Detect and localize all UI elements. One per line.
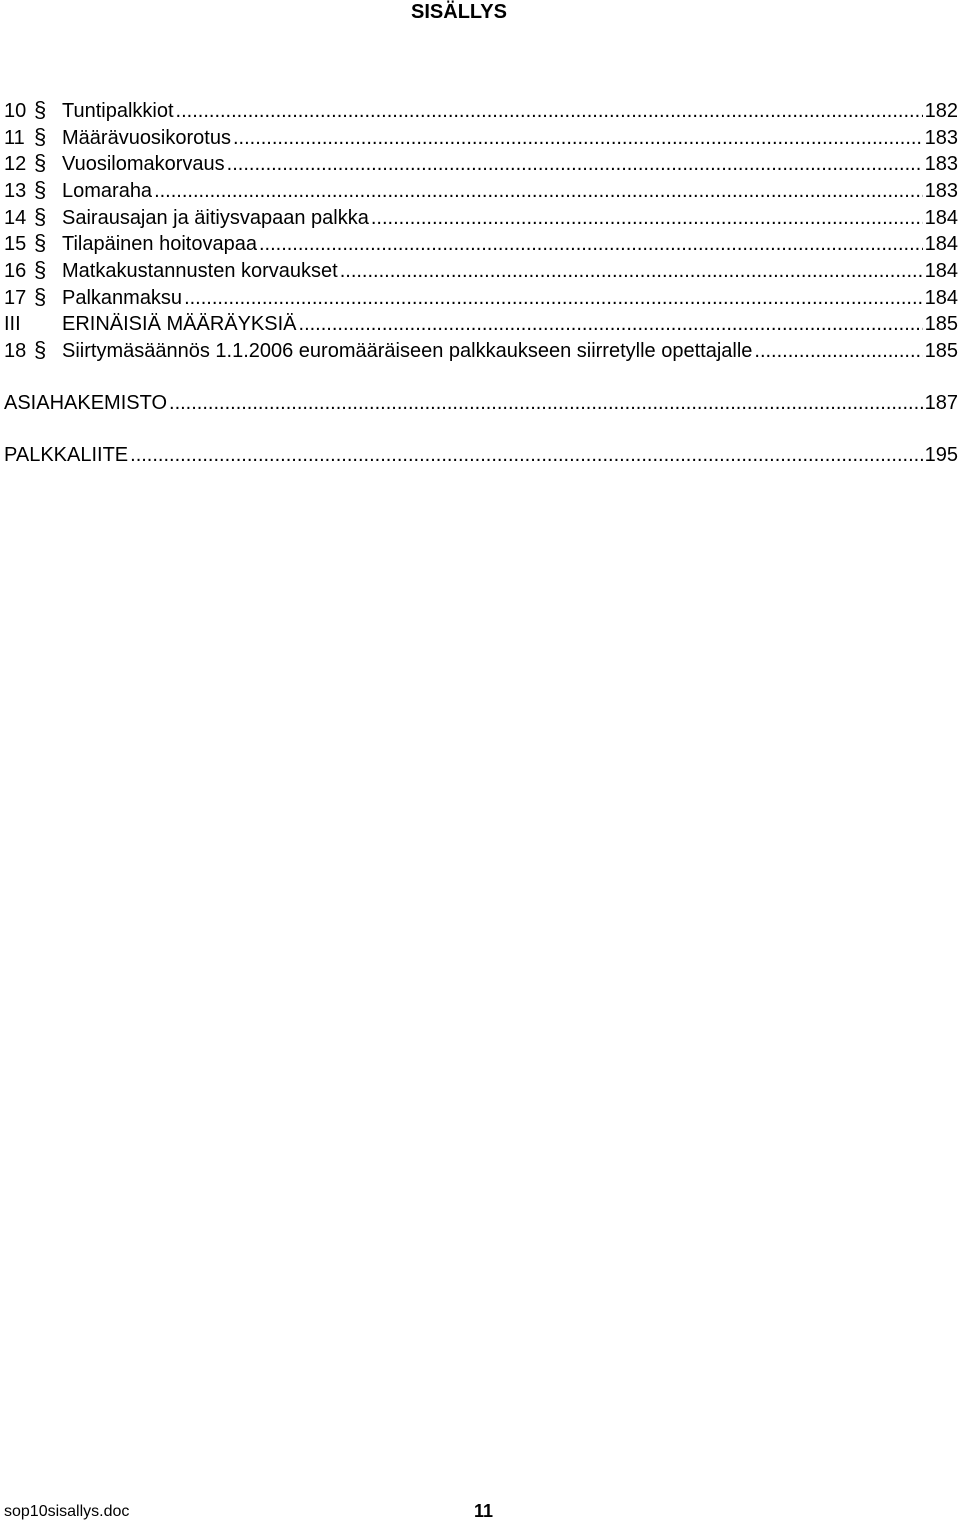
dot-leader — [154, 178, 923, 205]
toc-entry-page: 182 — [924, 100, 958, 122]
dot-leader — [299, 311, 923, 338]
toc-entry — [4, 177, 958, 204]
toc-entry-page: 183 — [924, 153, 958, 176]
toc-entry-page: 185 — [924, 312, 958, 335]
toc-entry-number: 16 — [4, 260, 27, 283]
toc-entry-number: III — [4, 312, 21, 335]
toc-entry-page: 184 — [924, 286, 958, 309]
toc-entry-number: 10 — [4, 100, 27, 122]
dot-leader — [176, 98, 923, 125]
toc-entry-number: 18 — [4, 340, 27, 363]
dot-leader — [754, 338, 922, 365]
toc-entry-page: 187 — [924, 392, 958, 414]
dot-leader — [130, 442, 922, 468]
section-sign-icon: § — [34, 97, 47, 122]
section-sign-icon: § — [34, 177, 47, 203]
toc-entry-title: Matkakustannusten korvaukset — [62, 260, 338, 283]
dot-leader — [227, 151, 923, 178]
section-sign-icon: § — [34, 123, 47, 149]
toc-entry — [4, 204, 958, 231]
toc-entry-page: 185 — [924, 340, 958, 363]
dot-leader — [340, 258, 923, 285]
toc-entry-title: Tuntipalkkiot — [62, 100, 174, 122]
page-title: SISÄLLYS — [411, 1, 507, 23]
dot-leader — [169, 390, 923, 416]
section-sign-icon: § — [34, 257, 47, 283]
section-sign-icon: § — [34, 203, 47, 229]
toc-entry-title: Vuosilomakorvaus — [62, 153, 225, 176]
toc-entry-title: Sairausajan ja äitiysvapaan palkka — [62, 206, 369, 229]
toc-entry — [4, 97, 958, 124]
toc-entry — [4, 311, 958, 338]
dot-leader — [259, 231, 923, 258]
toc-entry — [4, 150, 958, 177]
toc-entry-title: PALKKALIITE — [4, 444, 129, 466]
toc-entry — [4, 257, 958, 284]
toc-entry-page: 183 — [924, 180, 958, 203]
section-sign-icon: § — [34, 230, 47, 256]
footer-filename: sop10sisallys.doc — [4, 1503, 130, 1520]
section-sign-icon: § — [34, 283, 47, 309]
toc-entry-page: 195 — [924, 444, 958, 466]
toc-entry-title: Siirtymäsäännös 1.1.2006 euromääräiseen palkkaukseen siirretylle opettajalle — [62, 340, 753, 363]
dot-leader — [233, 125, 923, 152]
toc-entry-number: 12 — [4, 153, 27, 176]
toc-entry-title: Tilapäinen hoitovapaa — [62, 233, 257, 256]
section-sign-icon: § — [34, 150, 47, 176]
toc-entry-number: 11 — [4, 126, 25, 149]
footer-page-number: 11 — [474, 1501, 494, 1521]
table-of-contents — [4, 97, 958, 364]
toc-entry-number: 14 — [4, 206, 27, 229]
toc-entry-page: 184 — [924, 260, 958, 283]
toc-entry-number: 17 — [4, 286, 27, 309]
section-sign-icon: § — [34, 337, 47, 363]
dot-leader — [371, 205, 923, 232]
toc-entry-palkkaliite — [4, 442, 958, 468]
toc-entry — [4, 124, 958, 151]
toc-entry — [4, 230, 958, 257]
toc-entry-asiahakemisto — [4, 390, 958, 416]
dot-leader — [184, 285, 923, 312]
toc-entry-title: ERINÄISIÄ MÄÄRÄYKSIÄ — [62, 312, 297, 335]
toc-entry — [4, 284, 958, 311]
toc-entry-title: Lomaraha — [62, 180, 153, 203]
toc-entry-page: 183 — [924, 126, 958, 149]
toc-entry-title: ASIAHAKEMISTO — [4, 392, 168, 414]
toc-entry-number: 15 — [4, 233, 27, 256]
toc-entry-page: 184 — [924, 233, 958, 256]
toc-entry-title: Palkanmaksu — [62, 286, 183, 309]
toc-entry — [4, 337, 958, 364]
toc-entry-number: 13 — [4, 180, 27, 203]
toc-entry-page: 184 — [924, 206, 958, 229]
toc-entry-title: Määrävuosikorotus — [62, 126, 231, 149]
